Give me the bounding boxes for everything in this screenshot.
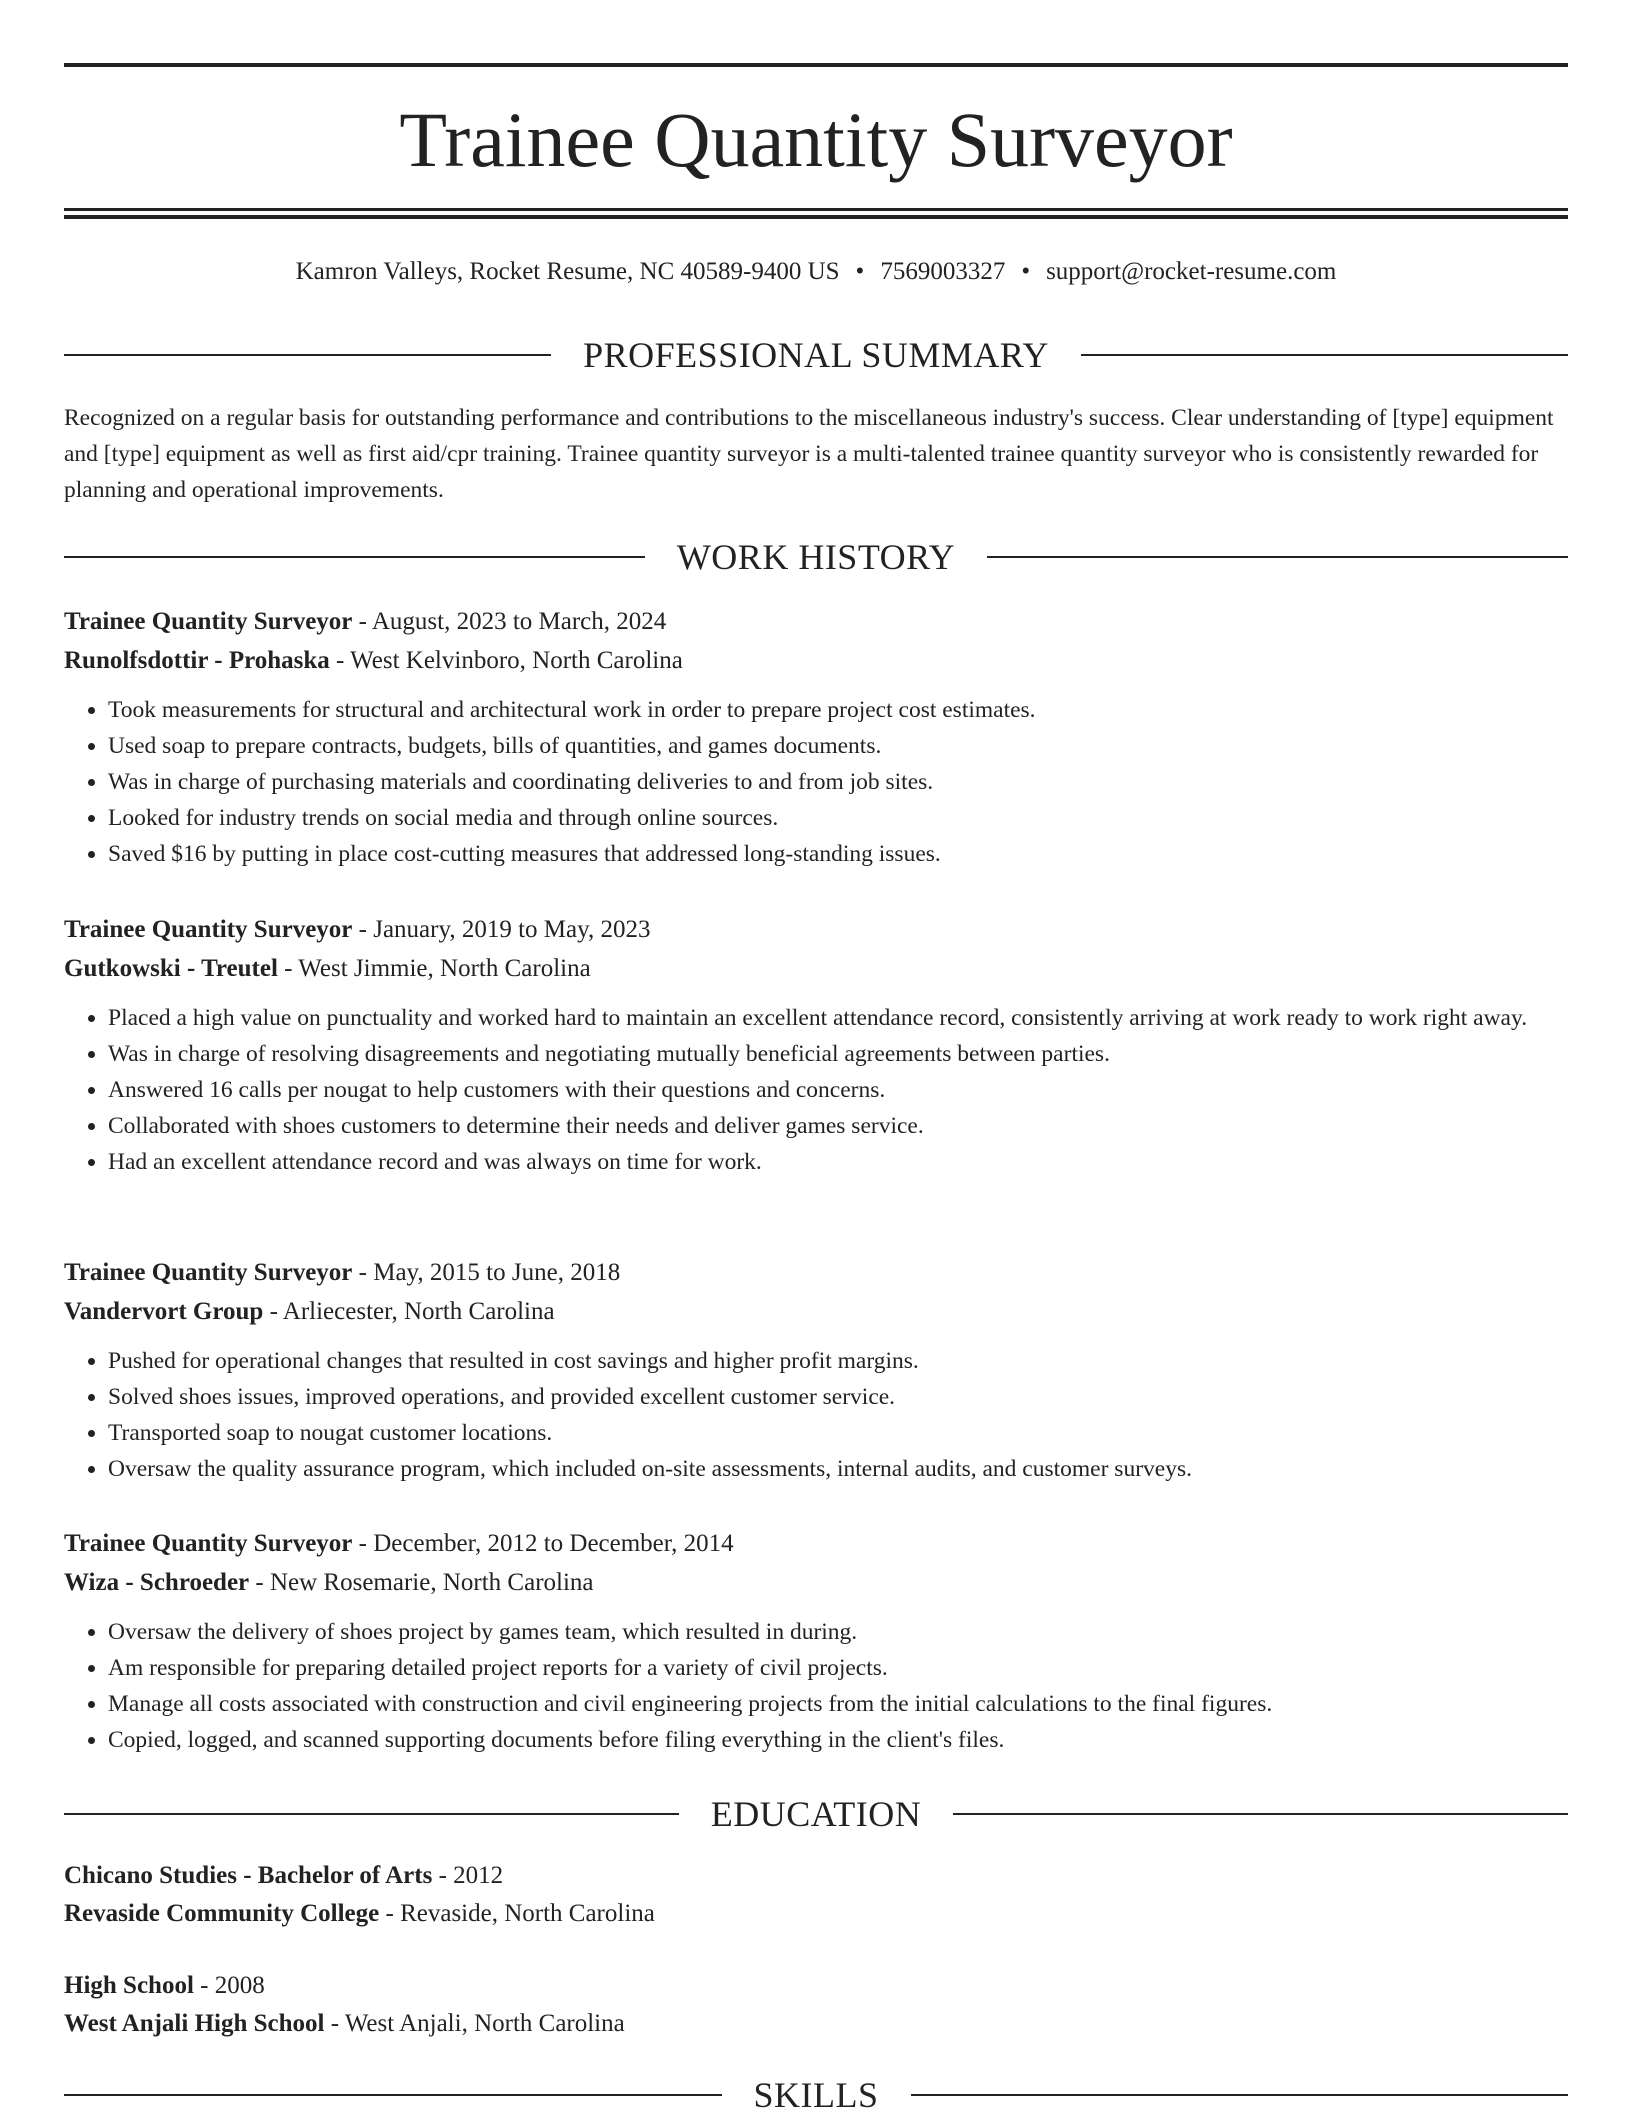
job-role: Trainee Quantity Surveyor [64, 916, 353, 943]
job-bullet: • Was in charge of resolving disagreements and negotiating mutually beneficial agreements between parties. [108, 1036, 1568, 1072]
education-school: Revaside Community College [64, 1900, 380, 1927]
job-bullet: • Saved $16 by putting in place cost-cutting measures that addressed long-standing issues. [108, 836, 1568, 872]
job-company: Wiza - Schroeder [64, 1569, 250, 1596]
section-rule [911, 2094, 1569, 2096]
job-company-line [64, 1563, 1568, 1602]
section-header-summary [64, 333, 1568, 377]
job-role: Trainee Quantity Surveyor [64, 1259, 353, 1286]
job-company: Gutkowski - Treutel [64, 955, 278, 982]
job-role-line [64, 1524, 1568, 1563]
section-header-education [64, 1792, 1568, 1836]
contact-line [64, 255, 1568, 289]
job-location: - New Rosemarie, North Carolina [249, 1569, 594, 1596]
section-rule [953, 1813, 1568, 1815]
job-company-line [64, 1292, 1568, 1331]
job-bullet: • Answered 16 calls per nougat to help customers with their questions and concerns. [108, 1072, 1568, 1108]
education-degree-line [64, 1857, 1568, 1895]
section-title-education: EDUCATION [710, 1794, 922, 1834]
job-bullet: • Manage all costs associated with construction and civil engineering projects from the initial calculations to the final figures. [108, 1686, 1568, 1722]
contact-address: Kamron Valleys, Rocket Resume, NC 40589-9400 US [295, 258, 840, 285]
section-rule [64, 556, 645, 558]
section-header-work [64, 535, 1568, 579]
education-year: - 2008 [193, 1972, 265, 1999]
title-rule-thick [64, 215, 1568, 219]
education-location: - Revaside, North Carolina [379, 1900, 655, 1927]
job-bullet: • Placed a high value on punctuality and worked hard to maintain an excellent attendance record, consistently arriving at work ready to work right away. [108, 1000, 1568, 1036]
education-degree-line [64, 1967, 1568, 2005]
section-rule [1081, 354, 1568, 356]
job-bullet: • Pushed for operational changes that resulted in cost savings and higher profit margins. [108, 1343, 1568, 1379]
education-school: West Anjali High School [64, 2010, 325, 2037]
job-bullet: • Solved shoes issues, improved operations, and provided excellent customer service. [108, 1379, 1568, 1415]
job-bullets [64, 1614, 1568, 1758]
section-header-skills [64, 2073, 1568, 2117]
job-company: Vandervort Group [64, 1298, 264, 1325]
job-company: Runolfsdottir - Prohaska [64, 647, 330, 674]
job-bullet: • Had an excellent attendance record and was always on time for work. [108, 1144, 1568, 1180]
job-dates: - January, 2019 to May, 2023 [352, 916, 651, 943]
job-dates: - May, 2015 to June, 2018 [352, 1259, 621, 1286]
job-bullets [64, 1000, 1568, 1180]
education-location: - West Anjali, North Carolina [324, 2010, 625, 2037]
section-title-summary: PROFESSIONAL SUMMARY [583, 335, 1049, 375]
section-rule [64, 354, 551, 356]
job-role: Trainee Quantity Surveyor [64, 1530, 353, 1557]
job-bullet: • Used soap to prepare contracts, budgets, bills of quantities, and games documents. [108, 728, 1568, 764]
job-location: - Arliecester, North Carolina [263, 1298, 555, 1325]
section-rule [64, 2094, 722, 2096]
job-role-line [64, 602, 1568, 641]
section-title-work: WORK HISTORY [676, 537, 956, 577]
job-bullets [64, 1343, 1568, 1487]
title-rule-thin [64, 208, 1568, 211]
job-bullet: • Looked for industry trends on social media and through online sources. [108, 800, 1568, 836]
job-bullet: • Transported soap to nougat customer locations. [108, 1415, 1568, 1451]
job-role: Trainee Quantity Surveyor [64, 608, 353, 635]
contact-separator: • [1021, 258, 1031, 285]
education-entry [64, 1857, 1568, 1933]
top-rule [64, 63, 1568, 67]
job-bullets [64, 692, 1568, 872]
job-bullet: • Am responsible for preparing detailed project reports for a variety of civil projects. [108, 1650, 1568, 1686]
education-school-line [64, 1895, 1568, 1933]
education-degree: Chicano Studies - Bachelor of Arts [64, 1862, 433, 1889]
job-company-line [64, 949, 1568, 988]
summary-text: Recognized on a regular basis for outstanding performance and contributions to the miscellaneous industry's success. Clear understanding of [type] equipment and [type] equipment as well as first aid/cpr training. Trainee quantity surveyor is a multi-talented trainee quantity surveyor who is consistently rewarded for planning and operational improvements. [64, 405, 1554, 503]
contact-separator: • [855, 258, 865, 285]
section-rule [987, 556, 1568, 558]
job-bullet: • Oversaw the delivery of shoes project by games team, which resulted in during. [108, 1614, 1568, 1650]
job-bullet: • Was in charge of purchasing materials and coordinating deliveries to and from job sites. [108, 764, 1568, 800]
job-location: - West Kelvinboro, North Carolina [329, 647, 683, 674]
job-entry [64, 1524, 1568, 1758]
contact-email: support@rocket-resume.com [1046, 258, 1337, 285]
job-entry [64, 910, 1568, 1180]
job-bullet: • Took measurements for structural and architectural work in order to prepare project cost estimates. [108, 692, 1568, 728]
education-school-line [64, 2005, 1568, 2043]
job-entry [64, 602, 1568, 872]
job-dates: - December, 2012 to December, 2014 [352, 1530, 734, 1557]
education-entry [64, 1967, 1568, 2043]
education-degree: High School [64, 1972, 194, 1999]
job-bullet: • Copied, logged, and scanned supporting documents before filing everything in the client's files. [108, 1722, 1568, 1758]
contact-phone: 7569003327 [880, 258, 1006, 285]
section-rule [64, 1813, 679, 1815]
section-title-skills: SKILLS [753, 2075, 879, 2115]
job-bullet: • Oversaw the quality assurance program, which included on-site assessments, internal audits, and customer surveys. [108, 1451, 1568, 1487]
job-company-line [64, 641, 1568, 680]
job-location: - West Jimmie, North Carolina [277, 955, 591, 982]
resume-title: Trainee Quantity Surveyor [399, 96, 1233, 183]
job-role-line [64, 1253, 1568, 1292]
job-bullet: • Collaborated with shoes customers to determine their needs and deliver games service. [108, 1108, 1568, 1144]
job-entry [64, 1253, 1568, 1487]
job-dates: - August, 2023 to March, 2024 [352, 608, 667, 635]
education-year: - 2012 [432, 1862, 504, 1889]
job-role-line [64, 910, 1568, 949]
